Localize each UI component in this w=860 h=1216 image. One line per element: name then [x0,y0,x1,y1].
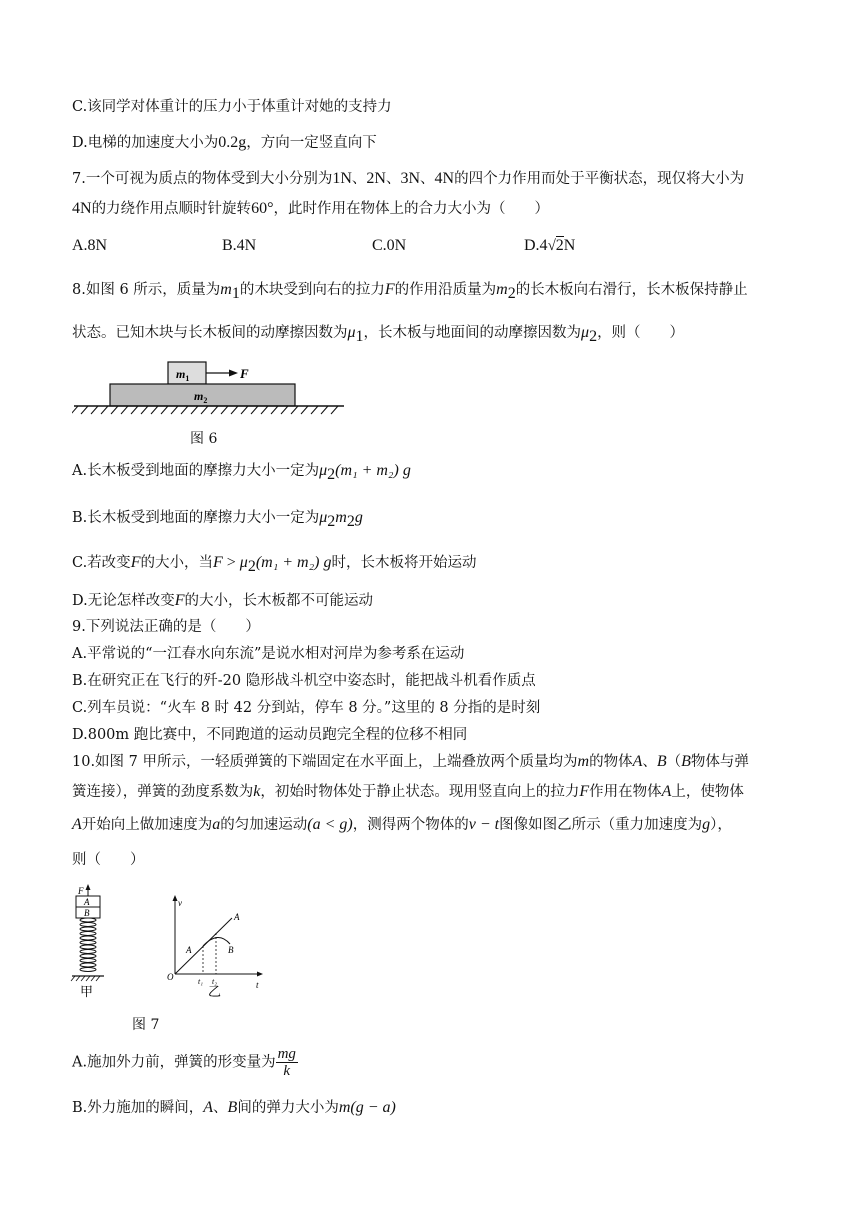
q8-stem-line1: 8.如图 6 所示，质量为$m_1$的木块受到向右的拉力F的作用沿质量为$m_2$的长木板向右滑行，长木板保持静止 [72,281,748,302]
v-axis-arrowhead [173,895,178,901]
coil-loop [80,941,96,945]
hatch-mark [281,406,288,414]
v-axis-label: v [178,898,182,908]
q9-option-c: C.列车员说：“火车 8 时 42 分到站，停车 8 分。”这里的 8 分指的是时刻 [72,700,541,716]
q8-option-a: A.长木板受到地面的摩擦力大小一定为$\mu_2(m_1 + m_2)$ g [72,462,411,483]
hatch-mark [241,406,248,414]
hatch-mark [291,406,298,414]
q7-option-b: B.4N [222,237,257,254]
board-m2-label: $m_2$ [194,389,208,405]
hatch-mark [131,406,138,414]
hatch-mark [261,406,268,414]
t-axis-label: t [256,980,259,990]
figure-7-caption: 图 7 [132,1017,160,1033]
hatch-mark [141,406,148,414]
figure-7-yi-label: 乙 [208,984,222,999]
hatch-mark [251,406,258,414]
q9-stem: 9.下列说法正确的是（ ） [72,619,260,635]
q7-stem-line2: 4N的力绕作用点顺时针旋转60°，此时作用在物体上的合力大小为（ ） [72,200,549,217]
segment-a-label: A [186,945,192,955]
figure-7-spring-and-vt-graph [70,882,270,1002]
hatch-mark [91,976,95,981]
coil-loop [80,945,96,949]
hatch-mark [121,406,128,414]
hatch-mark [171,406,178,414]
hatch-mark [111,406,118,414]
hatch-mark [231,406,238,414]
t2-label: t₂ [212,977,218,986]
spring-coil [80,918,96,972]
hatch-mark [71,976,75,981]
q9-option-b: B.在研究正在飞行的歼-20 隐形战斗机空中姿态时，能把战斗机看作质点 [72,673,536,689]
figure-6-caption: 图 6 [190,431,218,447]
hatch-mark [161,406,168,414]
figure-7-jia-spring-setup [71,884,104,999]
hatch-mark [221,406,228,414]
coil-loop [80,927,96,931]
q10-option-a: A.施加外力前，弹簧的形变量为 $\frac{mg}{k}$ [72,1046,296,1079]
curve-b [203,937,230,946]
pull-force-arrowhead [86,884,91,890]
coil-loop [80,918,96,922]
q8-option-c: C.若改变F的大小，当$F > \mu_2(m_1 + m_2)$ g时，长木板将开始运动 [72,554,477,575]
coil-loop [80,954,96,958]
force-arrowhead [229,370,238,377]
hatch-mark [191,406,198,414]
hatch-mark [91,406,98,414]
coil-loop [80,963,96,967]
coil-loop [80,923,96,927]
figure-6-block-board-diagram [72,356,352,422]
q9-option-d: D.800m 跑比赛中，不同跑道的运动员跑完全程的位移不相同 [72,727,468,743]
q10-stem-line1: 10.如图 7 甲所示，一轻质弹簧的下端固定在水平面上，上端叠放两个质量均为m的物体A、B（B物体与弹 [72,753,749,770]
q7-option-c: C.0N [372,237,407,254]
hatch-mark [96,976,100,981]
q8-option-d: D.无论怎样改变F的大小，长木板都不可能运动 [72,592,373,609]
pull-force-label: F [78,886,84,896]
hatch-mark [81,976,85,981]
q8-option-b: B.长木板受到地面的摩擦力大小一定为$\mu_2m_2g$ [72,509,363,530]
q6-option-c: C.该同学对体重计的压力小于体重计对她的支持力 [72,99,392,115]
q9-option-a: A.平常说的“一江春水向东流”是说水相对河岸为参考系在运动 [72,646,465,662]
q10-stem-line2: 簧连接），弹簧的劲度系数为k，初始时物体处于静止状态。现用竖直向上的拉力F作用在物体A上，使物体 [72,783,744,800]
q10-option-b: B.外力施加的瞬间，A、B间的弹力大小为m(g − a) [72,1099,396,1116]
hatch-mark [181,406,188,414]
block-b-label: B [84,908,90,918]
coil-loop [80,936,96,940]
fraction-mg-over-k: $\frac{mg}{k}$ [277,1046,296,1079]
q6-option-d: D.电梯的加速度大小为0.2g，方向一定竖直向下 [72,134,377,151]
q10-stem-line4: 则（ ） [72,852,145,868]
hatch-mark [151,406,158,414]
block-a-label: A [84,897,90,907]
hatch-mark [331,406,338,414]
curve-b-label: B [228,945,234,955]
q7-option-d: D.4√2N [524,237,576,254]
hatch-mark [271,406,278,414]
ground-hatching [72,406,338,414]
hatch-mark [311,406,318,414]
hatch-mark [72,406,78,414]
coil-loop [80,950,96,954]
figure-7-yi-vt-graph [167,895,263,999]
q8-stem-line2: 状态。已知木块与长木板间的动摩擦因数为$\mu_1$，长木板与地面间的动摩擦因数为$\mu_2$，则（ ） [72,324,685,345]
spring-base-hatching [71,976,100,981]
t1-label: t₁ [198,977,204,986]
q7-option-a: A.8N [72,237,108,254]
coil-loop [80,959,96,963]
coil-loop [80,932,96,936]
hatch-mark [321,406,328,414]
hatch-mark [201,406,208,414]
block-m1-label: $m_1$ [176,367,190,383]
hatch-mark [86,976,90,981]
hatch-mark [76,976,80,981]
hatch-mark [301,406,308,414]
coil-loop [80,968,96,972]
hatch-mark [211,406,218,414]
force-label: F [240,366,249,381]
hatch-mark [101,406,108,414]
origin-label: O [167,972,174,982]
line-a-label: A [234,912,240,922]
q10-stem-line3: A开始向上做加速度为a的匀加速运动(a < g)，测得两个物体的v − t图像如图乙所示（重力加速度为g）， [72,816,732,833]
figure-7-jia-label: 甲 [80,984,94,999]
t-axis-arrowhead [257,972,263,977]
q7-stem-line1: 7.一个可视为质点的物体受到大小分别为1N、2N、3N、4N的四个力作用而处于平衡状态，现仅将大小为 [72,170,745,187]
hatch-mark [81,406,88,414]
